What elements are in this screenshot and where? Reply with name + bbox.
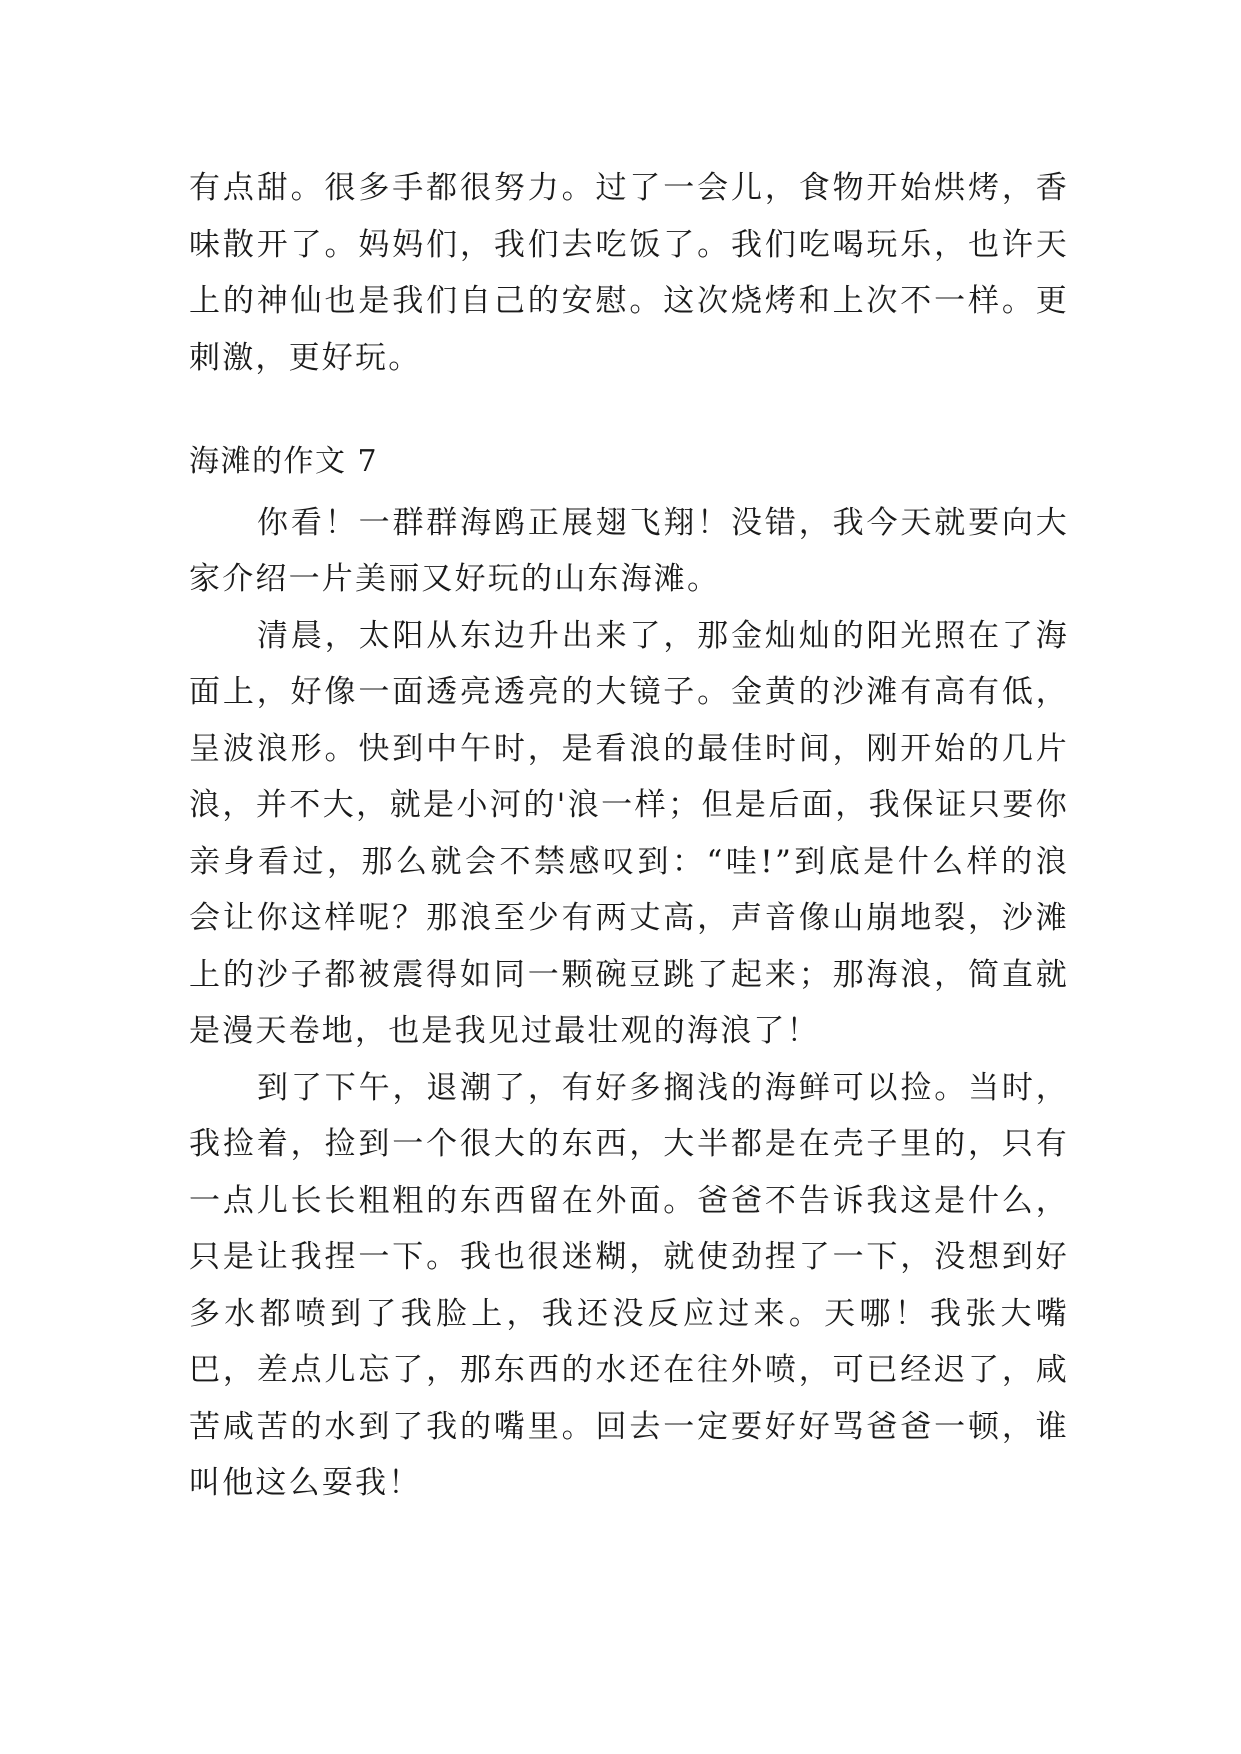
paragraph-3: 到了下午，退潮了，有好多搁浅的海鲜可以捡。当时，我捡着，捡到一个很大的东西，大半都是在壳子里的，只有一点儿长长粗粗的东西留在外面。爸爸不告诉我这是什么，只是让我捏一下。我也很迷糊，就使劲捏了一下，没想到好多水都喷到了我脸上，我还没反应过来。天哪！我张大嘴巴，差点儿忘了，那东西的水还在往外喷，可已经迟了，咸苦咸苦的水到了我的嘴里。回去一定要好好骂爸爸一顿，谁叫他这么耍我！ — [189, 1069, 1069, 1501]
section-spacer — [189, 386, 1069, 434]
section-title: 海滩的作文 7 — [189, 444, 379, 479]
continued-paragraph: 有点甜。很多手都很努力。过了一会儿，食物开始烘烤，香味散开了。妈妈们，我们去吃饭了。我们吃喝玩乐，也许天上的神仙也是我们自己的安慰。这次烧烤和上次不一样。更刺激，更好玩。 — [189, 170, 1069, 376]
paragraph-2: 清晨，太阳从东边升出来了，那金灿灿的阳光照在了海面上，好像一面透亮透亮的大镜子。金黄的沙滩有高有低，呈波浪形。快到中午时，是看浪的最佳时间，刚开始的几片浪，并不大，就是小河的'浪一样；但是后面，我保证只要你亲身看过，那么就会不禁感叹到：“哇!”到底是什么样的浪会让你这样呢？那浪至少有两丈高，声音像山崩地裂，沙滩上的沙子都被震得如同一颗碗豆跳了起来；那海浪，简直就是漫天卷地，也是我见过最壮观的海浪了！ — [189, 617, 1069, 1049]
document-body — [189, 160, 1069, 1512]
paragraph-1: 你看！一群群海鸥正展翅飞翔！没错，我今天就要向大家介绍一片美丽又好玩的山东海滩。 — [189, 504, 1069, 597]
